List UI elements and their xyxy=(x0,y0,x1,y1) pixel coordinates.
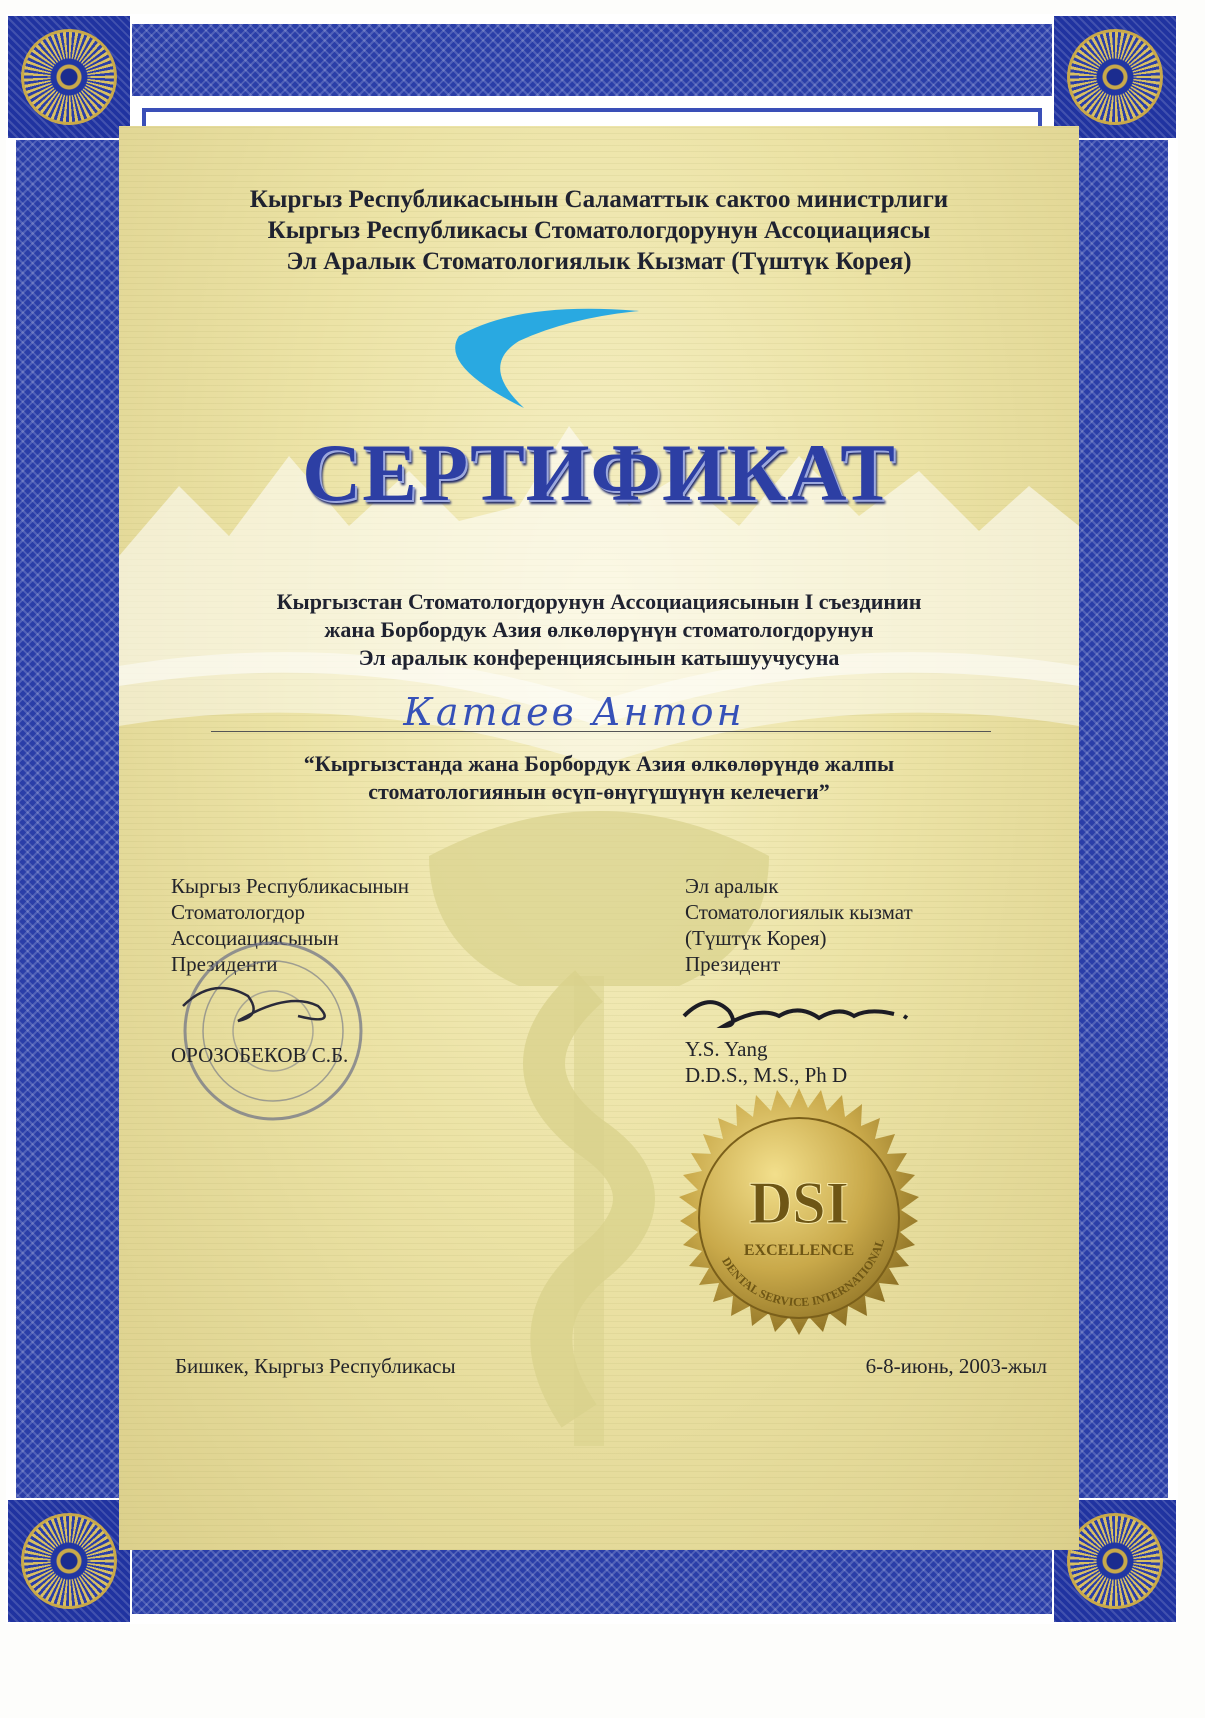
conference-topic xyxy=(119,750,1079,806)
header-line-1: Кыргыз Республикасынын Саламаттык сактоо министрлиги xyxy=(249,186,949,213)
quote-line-1: “Кыргызстанда жана Борбордук Азия өлкөлөрүндө жалпы xyxy=(303,751,895,776)
right-signatory-name: Y.S. Yang xyxy=(685,1037,768,1061)
official-stamp-icon xyxy=(168,936,378,1126)
right-title-line-4: Президент xyxy=(685,952,781,976)
right-signatory-name-block xyxy=(685,1036,847,1088)
seal-logo: DSI xyxy=(748,1170,850,1236)
left-title-line-1: Кыргыз Республикасынын xyxy=(171,874,410,898)
rosette-icon xyxy=(21,1513,117,1609)
subtitle-line-2: жана Борбордук Азия өлкөлөрүнүн стоматологдорунун xyxy=(324,617,874,642)
right-signatory-credentials: D.D.S., M.S., Ph D xyxy=(685,1063,848,1087)
quote-line-2: стоматологиянын өсүп-өнүгүшүнүн келечеги” xyxy=(368,779,830,804)
left-title-line-4: Президенти xyxy=(171,952,278,976)
left-signatory-name: ОРОЗОБЕКОВ С.Б. xyxy=(171,1043,349,1067)
seal-banner: EXCELLENCE xyxy=(743,1242,855,1259)
corner-rosette-top-left xyxy=(6,14,132,140)
rosette-icon xyxy=(1067,29,1163,125)
right-signatory-title xyxy=(685,873,913,977)
signature-icon xyxy=(679,986,919,1036)
seal-ring-text: DENTAL SERVICE INTERNATIONAL xyxy=(719,1236,888,1310)
issue-place: Бишкек, Кыргыз Республикасы xyxy=(175,1354,456,1378)
background-artwork xyxy=(119,126,1079,1550)
certificate-title: СЕРТИФИКАТ xyxy=(302,427,896,518)
header-line-2: Кыргыз Республикасы Стоматологдорунун Ассоциациясы xyxy=(267,217,931,244)
right-title-line-3: (Түштүк Корея) xyxy=(685,926,827,950)
rosette-icon xyxy=(21,29,117,125)
rosette-icon xyxy=(1067,1513,1163,1609)
certificate-body xyxy=(119,126,1079,1550)
bowl-stem xyxy=(574,976,604,1446)
right-title-line-2: Стоматологиялык кызмат xyxy=(685,900,913,924)
certificate-frame xyxy=(6,14,1178,1624)
swoosh-logo-icon xyxy=(455,309,639,408)
corner-rosette-bottom-left xyxy=(6,1498,132,1624)
right-title-line-1: Эл аралык xyxy=(685,874,779,898)
recipient-name: Катаев Антон xyxy=(403,690,745,734)
subtitle-line-1: Кыргызстан Стоматологдорунун Ассоциациясынын I съездинин xyxy=(276,589,922,614)
issuer-header xyxy=(119,184,1079,277)
left-title-line-2: Стоматологдор xyxy=(171,900,306,924)
dsi-gold-seal-icon xyxy=(664,1083,934,1353)
issue-date: 6-8-июнь, 2003-жыл xyxy=(865,1354,1047,1378)
left-title-line-3: Ассоциациясынын xyxy=(171,926,339,950)
subtitle-line-3: Эл аралык конференциясынын катышуучусуна xyxy=(358,645,840,670)
award-description xyxy=(119,588,1079,672)
header-line-3: Эл Аралык Стоматологиялык Кызмат (Түштүк Корея) xyxy=(286,248,912,275)
recipient-underline xyxy=(211,731,991,732)
corner-rosette-top-right xyxy=(1052,14,1178,140)
